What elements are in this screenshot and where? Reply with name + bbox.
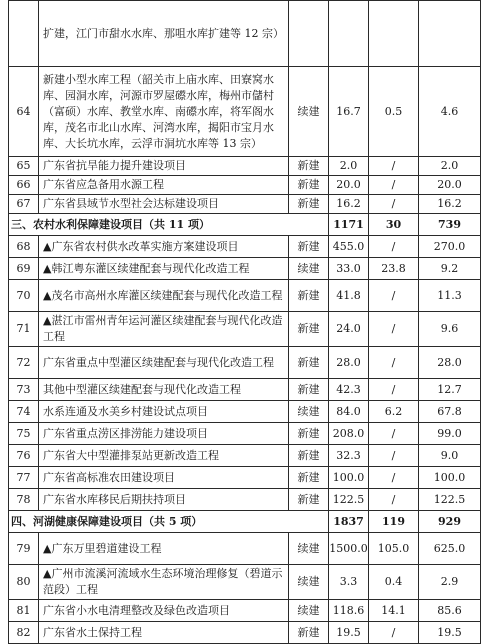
- total-investment: 24.0: [329, 312, 369, 347]
- completed-investment: 105.0: [369, 533, 419, 565]
- planned-investment: 28.0: [419, 347, 481, 379]
- planned-investment: 122.5: [419, 489, 481, 511]
- project-name: 广东省大中型灌排泵站更新改造工程: [39, 445, 289, 467]
- completed-investment: /: [369, 312, 419, 347]
- project-name: 广东省应急备用水源工程: [39, 176, 289, 195]
- row-number: 79: [9, 533, 39, 565]
- total-investment: 208.0: [329, 423, 369, 445]
- completed-investment: /: [369, 467, 419, 489]
- completed-investment: /: [369, 280, 419, 312]
- section-title: 三、农村水利保障建设项目（共 11 项）: [9, 214, 329, 236]
- project-name: 广东省县域节水型社会达标建设项目: [39, 195, 289, 214]
- row-number: 76: [9, 445, 39, 467]
- construction-type: 新建: [289, 280, 329, 312]
- construction-type: 新建: [289, 347, 329, 379]
- row-number: 68: [9, 236, 39, 258]
- row-number: [9, 1, 39, 67]
- total-investment: 2.0: [329, 157, 369, 176]
- table-row: [9, 258, 481, 280]
- table-row: [9, 565, 481, 600]
- planned-investment: 9.2: [419, 258, 481, 280]
- completed-investment: /: [369, 195, 419, 214]
- table-row: [9, 600, 481, 622]
- project-name: ▲广州市流溪河流域水生态环境治理修复（碧道示范段）工程: [39, 565, 289, 600]
- project-name: 新建小型水库工程（韶关市上庙水库、田寮窝水库、园洞水库，河源市罗屋礤水库，梅州市儲村（富硕）水库、教堂水库、南礤水库，将军阁水库，茂名市北山水库、河湾水库，揭阳市宝月水库、大长坑水库，云浮市洞坑水库等 13 宗）: [39, 67, 289, 157]
- row-number: 66: [9, 176, 39, 195]
- construction-type: 新建: [289, 489, 329, 511]
- planned-investment: 270.0: [419, 236, 481, 258]
- project-table-body: [9, 1, 481, 644]
- project-name: ▲湛江市雷州青年运河灌区续建配套与现代化改造工程: [39, 312, 289, 347]
- section-title: 四、河湖健康保障建设项目（共 5 项）: [9, 511, 329, 533]
- construction-type: 新建: [289, 467, 329, 489]
- project-name: ▲广东万里碧道建设工程: [39, 533, 289, 565]
- project-name: 水系连通及水美乡村建设试点项目: [39, 401, 289, 423]
- completed-investment: [369, 1, 419, 67]
- project-name: ▲广东省农村供水改革实施方案建设项目: [39, 236, 289, 258]
- row-number: 69: [9, 258, 39, 280]
- planned-investment: 2.0: [419, 157, 481, 176]
- total-investment: 3.3: [329, 565, 369, 600]
- completed-investment: 0.4: [369, 565, 419, 600]
- construction-type: 新建: [289, 379, 329, 401]
- total-investment: 16.7: [329, 67, 369, 157]
- construction-type: 续建: [289, 565, 329, 600]
- table-row: [9, 533, 481, 565]
- table-row: [9, 195, 481, 214]
- total-investment: 455.0: [329, 236, 369, 258]
- planned-investment: 12.7: [419, 379, 481, 401]
- completed-investment: /: [369, 423, 419, 445]
- planned-investment: 16.2: [419, 195, 481, 214]
- table-row: [9, 236, 481, 258]
- row-number: 65: [9, 157, 39, 176]
- completed-investment: /: [369, 347, 419, 379]
- section-planned-investment: 929: [419, 511, 481, 533]
- construction-type: 新建: [289, 312, 329, 347]
- project-name: 广东省抗旱能力提升建设项目: [39, 157, 289, 176]
- total-investment: 1500.0: [329, 533, 369, 565]
- completed-investment: /: [369, 622, 419, 644]
- total-investment: 42.3: [329, 379, 369, 401]
- completed-investment: /: [369, 445, 419, 467]
- row-number: 77: [9, 467, 39, 489]
- table-row: [9, 280, 481, 312]
- planned-investment: 19.5: [419, 622, 481, 644]
- total-investment: 84.0: [329, 401, 369, 423]
- row-number: 71: [9, 312, 39, 347]
- project-table: [8, 0, 481, 644]
- table-row: [9, 347, 481, 379]
- total-investment: [329, 1, 369, 67]
- table-row: [9, 489, 481, 511]
- planned-investment: 100.0: [419, 467, 481, 489]
- table-row: [9, 467, 481, 489]
- project-name: ▲韩江粤东灌区续建配套与现代化改造工程: [39, 258, 289, 280]
- construction-type: 新建: [289, 445, 329, 467]
- construction-type: 新建: [289, 176, 329, 195]
- total-investment: 41.8: [329, 280, 369, 312]
- row-number: 72: [9, 347, 39, 379]
- table-row: [9, 379, 481, 401]
- total-investment: 122.5: [329, 489, 369, 511]
- construction-type: 续建: [289, 67, 329, 157]
- project-name: 广东省高标准农田建设项目: [39, 467, 289, 489]
- total-investment: 28.0: [329, 347, 369, 379]
- project-name: 广东省小水电清理整改及绿色改造项目: [39, 600, 289, 622]
- section-total-investment: 1837: [329, 511, 369, 533]
- total-investment: 33.0: [329, 258, 369, 280]
- construction-type: 新建: [289, 423, 329, 445]
- construction-type: 新建: [289, 236, 329, 258]
- section-total-investment: 1171: [329, 214, 369, 236]
- row-number: 64: [9, 67, 39, 157]
- completed-investment: 23.8: [369, 258, 419, 280]
- table-row: [9, 312, 481, 347]
- section-completed-investment: 30: [369, 214, 419, 236]
- project-name: 广东省水库移民后期扶持项目: [39, 489, 289, 511]
- section-planned-investment: 739: [419, 214, 481, 236]
- total-investment: 20.0: [329, 176, 369, 195]
- construction-type: 新建: [289, 157, 329, 176]
- completed-investment: /: [369, 176, 419, 195]
- total-investment: 16.2: [329, 195, 369, 214]
- completed-investment: 6.2: [369, 401, 419, 423]
- planned-investment: 9.6: [419, 312, 481, 347]
- row-number: 75: [9, 423, 39, 445]
- table-row: [9, 622, 481, 644]
- planned-investment: 67.8: [419, 401, 481, 423]
- planned-investment: 625.0: [419, 533, 481, 565]
- completed-investment: /: [369, 489, 419, 511]
- construction-type: 续建: [289, 533, 329, 565]
- project-name: 广东省重点涝区排涝能力建设项目: [39, 423, 289, 445]
- construction-type: [289, 1, 329, 67]
- project-name: 广东省重点中型灌区续建配套与现代化改造工程: [39, 347, 289, 379]
- construction-type: 续建: [289, 401, 329, 423]
- planned-investment: 85.6: [419, 600, 481, 622]
- section-header-row: [9, 214, 481, 236]
- row-number: 74: [9, 401, 39, 423]
- construction-type: 续建: [289, 600, 329, 622]
- table-row: [9, 157, 481, 176]
- project-name: ▲茂名市高州水库灌区续建配套与现代化改造工程: [39, 280, 289, 312]
- project-name: 广东省水土保持工程: [39, 622, 289, 644]
- completed-investment: /: [369, 236, 419, 258]
- planned-investment: [419, 1, 481, 67]
- row-number: 82: [9, 622, 39, 644]
- row-number: 80: [9, 565, 39, 600]
- completed-investment: /: [369, 379, 419, 401]
- construction-type: 新建: [289, 195, 329, 214]
- project-name: 扩建，江门市甜水水库、那咀水库扩建等 12 宗）: [39, 1, 289, 67]
- planned-investment: 2.9: [419, 565, 481, 600]
- planned-investment: 99.0: [419, 423, 481, 445]
- completed-investment: 0.5: [369, 67, 419, 157]
- row-number: 78: [9, 489, 39, 511]
- total-investment: 32.3: [329, 445, 369, 467]
- row-number: 81: [9, 600, 39, 622]
- table-row: [9, 67, 481, 157]
- total-investment: 19.5: [329, 622, 369, 644]
- table-row: [9, 176, 481, 195]
- row-number: 70: [9, 280, 39, 312]
- planned-investment: 20.0: [419, 176, 481, 195]
- table-row: [9, 1, 481, 67]
- project-name: 其他中型灌区续建配套与现代化改造工程: [39, 379, 289, 401]
- construction-type: 续建: [289, 258, 329, 280]
- total-investment: 100.0: [329, 467, 369, 489]
- planned-investment: 11.3: [419, 280, 481, 312]
- planned-investment: 9.0: [419, 445, 481, 467]
- table-row: [9, 423, 481, 445]
- total-investment: 118.6: [329, 600, 369, 622]
- row-number: 67: [9, 195, 39, 214]
- table-row: [9, 445, 481, 467]
- completed-investment: /: [369, 157, 419, 176]
- planned-investment: 4.6: [419, 67, 481, 157]
- table-row: [9, 401, 481, 423]
- section-header-row: [9, 511, 481, 533]
- row-number: 73: [9, 379, 39, 401]
- section-completed-investment: 119: [369, 511, 419, 533]
- construction-type: 新建: [289, 622, 329, 644]
- completed-investment: 14.1: [369, 600, 419, 622]
